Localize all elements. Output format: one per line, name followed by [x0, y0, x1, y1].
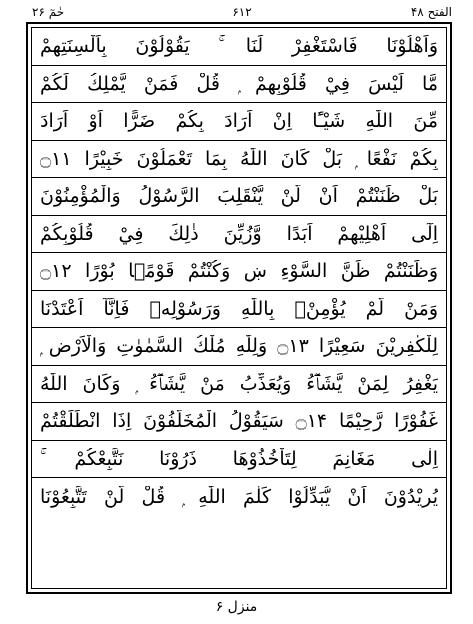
- verse-line: [32, 253, 446, 291]
- text-frame: [31, 27, 447, 589]
- verse-line: [32, 328, 446, 366]
- verse-line: [32, 178, 446, 216]
- verse-text: وَظَنَنْتُمْ ظَنَّ السَّوْءِ ښ وَكُنْتُمْ قَوْمًۢا بُوْرًا ۝۱۲: [40, 260, 438, 283]
- verse-text: يُرِيْدُوْنَ اَنْ يُّبَدِّلُوْا كَلٰمَ اللّٰهِ ۭ قُلْ لَّنْ تَتَّبِعُوْنَا: [40, 486, 438, 508]
- verse-text: لِلْكٰفِرِيْنَ سَعِيْرًا ۝۱۳ وَلِلّٰهِ مُلْكُ السَّمٰوٰتِ وَالْاَرْضِ ۭ: [40, 335, 438, 358]
- verse-text: اِلٰى مَغَانِمَ لِتَاْخُذُوْهَا ذَرُوْنَا نَتَّبِعْكُمْ ۚ: [40, 447, 438, 470]
- verse-line: [32, 478, 446, 590]
- verse-text: وَمَنْ لَّمْ يُؤْمِنْۢ بِاللّٰهِ وَرَسُوْلِهٖ فَاِنَّآ اَعْتَدْنَا: [40, 297, 438, 320]
- verse-text: اِلٰٓى اَهْلِيْهِمْ اَبَدًا وَّزُيِّنَ ذٰلِكَ فِيْ قُلُوْبِكُمْ: [40, 222, 438, 245]
- page-header: [32, 4, 452, 22]
- verse-line: [32, 366, 446, 404]
- juz-marker: حٰمٓ ۲۶: [32, 5, 65, 19]
- page-number: ۶۱۲: [232, 5, 252, 19]
- verse-text: يَغْفِرُ لِمَنْ يَّشَاۗءُ وَيُعَذِّبُ مَنْ يَّشَاۗءُ ۭ وَكَانَ اللّٰهُ: [40, 372, 438, 395]
- verse-line: [32, 66, 446, 104]
- verse-line: [32, 103, 446, 141]
- verse-text: بَلْ ظَنَنْتُمْ اَنْ لَّنْ يَّنْقَلِبَ الرَّسُوْلُ وَالْمُؤْمِنُوْنَ: [40, 185, 438, 208]
- verse-lines: [32, 28, 446, 588]
- verse-text: مِّنَ اللّٰهِ شَيْـًٔا اِنْ اَرَادَ بِكُمْ ضَرًّا اَوْ اَرَادَ: [40, 110, 438, 133]
- verse-text: بِكُمْ نَفْعًا ۭ بَلْ كَانَ اللّٰهُ بِمَا تَعْمَلُوْنَ خَبِيْرًا ۝۱۱: [40, 147, 438, 170]
- verse-line: [32, 216, 446, 254]
- verse-line: [32, 141, 446, 179]
- verse-line: [32, 403, 446, 441]
- verse-text: وَاَهْلُوْنَا فَاسْتَغْفِرْ لَنَا ۚ يَقُوْلُوْنَ بِاَلْسِنَتِهِمْ: [40, 35, 438, 58]
- verse-line: [32, 28, 446, 66]
- surah-name: الفتح ۴۸: [410, 5, 452, 19]
- verse-line: [32, 291, 446, 329]
- verse-text: غَفُوْرًا رَّحِيْمًا ۝۱۴ سَيَقُوْلُ الْمُخَلَّفُوْنَ اِذَا انْطَلَقْتُمْ: [40, 410, 438, 433]
- verse-line: [32, 441, 446, 479]
- verse-text: مَّا لَيْسَ فِيْ قُلُوْبِهِمْ ۭ قُلْ فَمَنْ يَّمْلِكُ لَكُمْ: [40, 72, 438, 95]
- page-border: [26, 22, 452, 594]
- manzil-marker: منزل ۶: [215, 599, 258, 615]
